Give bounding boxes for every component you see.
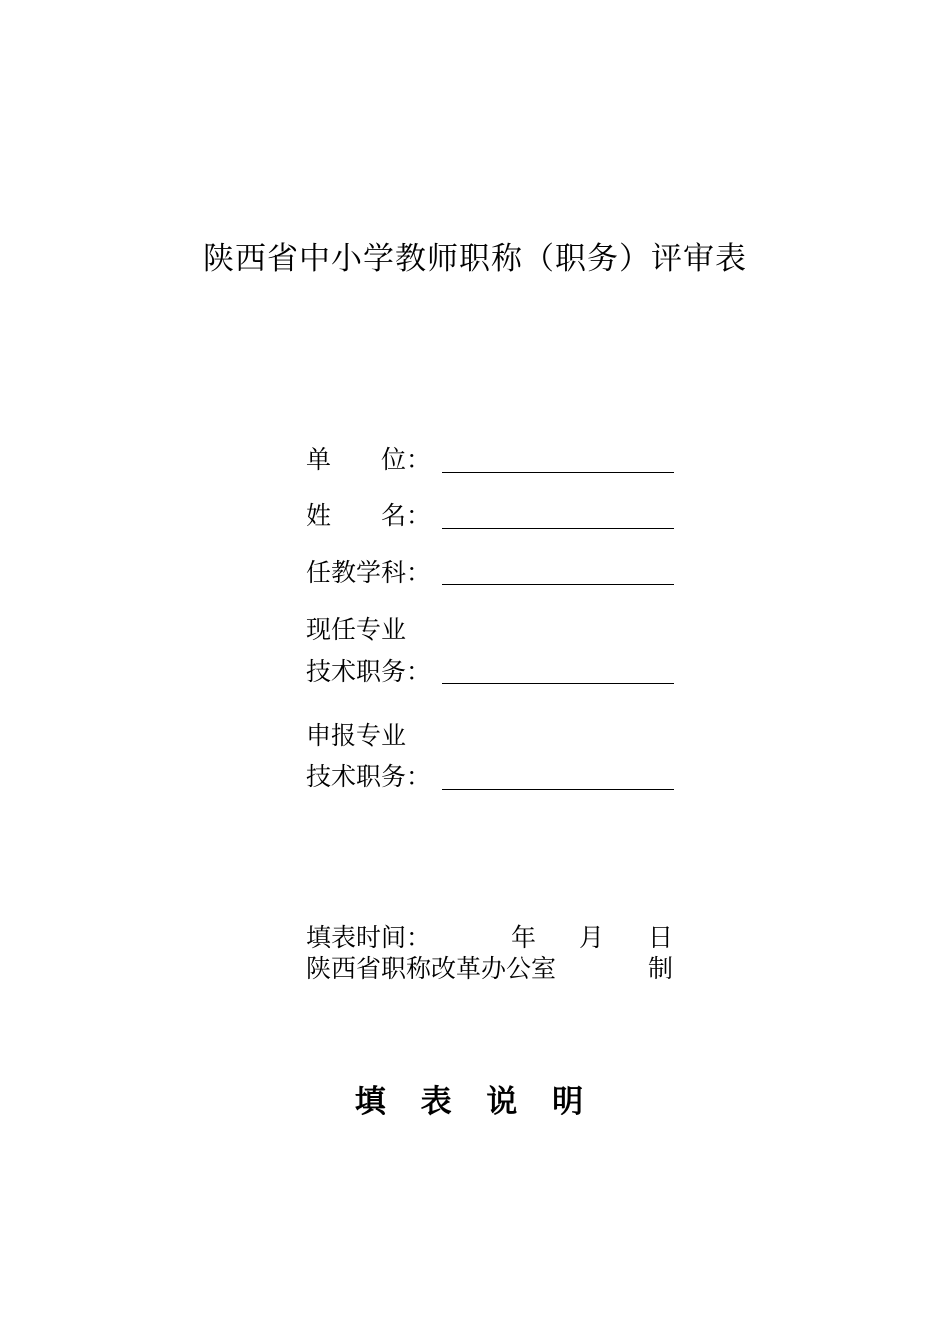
current-title-input-line[interactable]: [442, 683, 674, 684]
applied-title-label-line2: [306, 760, 431, 794]
applied-title-input-line[interactable]: [442, 789, 674, 790]
issuer-made: 制: [648, 954, 674, 983]
applied-title-label-text: 技术职务: [306, 762, 407, 791]
subject-label-text: 任教学科: [306, 558, 407, 587]
current-title-label-line1: 现任专业: [306, 615, 407, 644]
unit-input-line[interactable]: [442, 472, 674, 473]
name-label-text: 姓 名: [306, 501, 407, 530]
current-title-colon: ：: [406, 657, 432, 686]
instructions-heading: 填 表 说 明: [354, 1084, 596, 1120]
fill-date-year: 年: [511, 923, 537, 952]
fill-date-month: 月: [579, 923, 605, 952]
subject-label: [306, 556, 431, 590]
form-title: 陕西省中小学教师职称（职务）评审表: [203, 241, 747, 277]
current-title-label-line2: [306, 655, 431, 689]
applied-title-label-line1: 申报专业: [306, 721, 407, 750]
unit-colon: ：: [406, 445, 432, 474]
unit-label-text: 单 位: [306, 445, 407, 474]
subject-input-line[interactable]: [442, 584, 674, 585]
current-title-label-text: 技术职务: [306, 657, 407, 686]
name-input-line[interactable]: [442, 528, 674, 529]
applied-title-colon: ：: [406, 762, 432, 791]
subject-colon: ：: [406, 558, 432, 587]
fill-date-day: 日: [648, 923, 674, 952]
unit-label: [306, 443, 431, 477]
name-colon: ：: [406, 501, 432, 530]
fill-date-label: 填表时间：: [306, 923, 432, 952]
issuer-office: 陕西省职称改革办公室: [306, 954, 557, 983]
name-label: [306, 499, 431, 533]
